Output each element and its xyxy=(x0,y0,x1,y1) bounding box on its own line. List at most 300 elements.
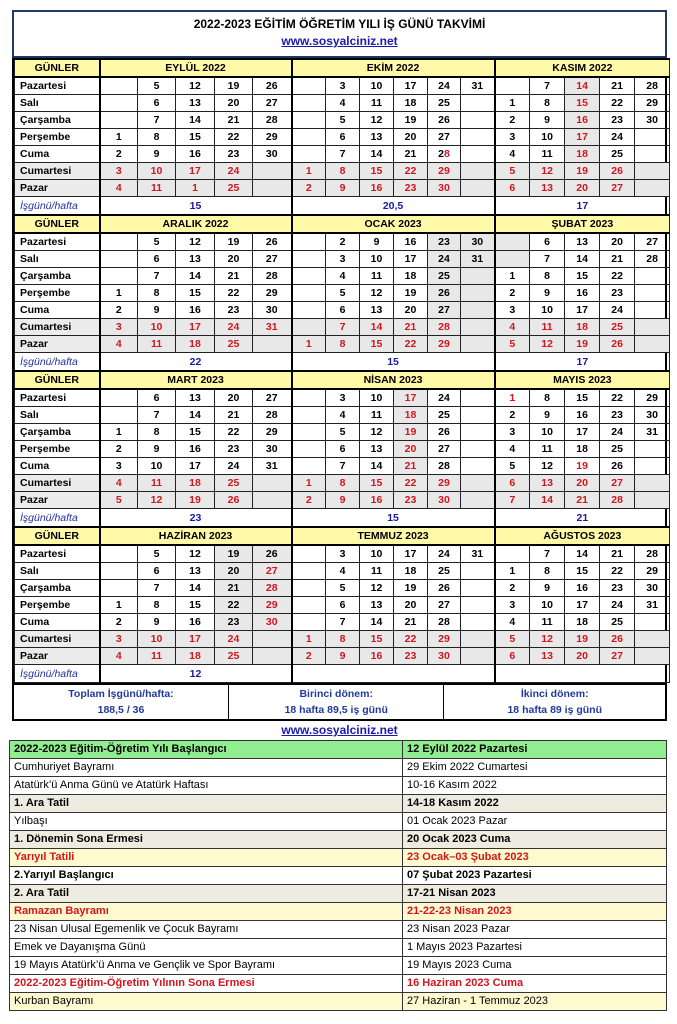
day-cell: 12 xyxy=(530,631,565,648)
day-cell: 28 xyxy=(253,580,292,597)
day-cell: 18 xyxy=(565,146,600,163)
day-cell: 24 xyxy=(600,597,635,614)
day-cell: 19 xyxy=(394,580,428,597)
day-cell: 14 xyxy=(176,407,215,424)
event-name: Kurban Bayramı xyxy=(10,993,403,1011)
day-cell: 6 xyxy=(138,251,176,268)
day-cell: 8 xyxy=(138,129,176,146)
day-cell: 5 xyxy=(100,492,138,509)
day-cell xyxy=(635,146,670,163)
day-label: Pazartesi xyxy=(15,545,100,563)
day-cell: 15 xyxy=(176,424,215,441)
event-date: 16 Haziran 2023 Cuma xyxy=(403,975,667,993)
day-cell: 23 xyxy=(600,285,635,302)
day-cell xyxy=(461,180,495,197)
day-cell: 23 xyxy=(428,233,461,251)
day-cell: 5 xyxy=(495,458,530,475)
day-cell: 7 xyxy=(138,112,176,129)
day-cell xyxy=(100,112,138,129)
event-row xyxy=(10,849,667,867)
day-cell: 12 xyxy=(360,580,394,597)
day-cell: 3 xyxy=(495,424,530,441)
event-date: 23 Ocak–03 Şubat 2023 xyxy=(403,849,667,867)
day-cell: 10 xyxy=(138,458,176,475)
day-cell: 5 xyxy=(495,163,530,180)
day-label: Çarşamba xyxy=(15,424,100,441)
day-cell: 11 xyxy=(360,95,394,112)
event-date: 19 Mayıs 2023 Cuma xyxy=(403,957,667,975)
calendar-page xyxy=(12,10,667,1011)
day-cell xyxy=(292,407,326,424)
day-cell: 23 xyxy=(600,112,635,129)
day-cell xyxy=(495,545,530,563)
footer-link-row xyxy=(12,723,667,737)
day-cell: 2 xyxy=(326,233,360,251)
day-cell: 27 xyxy=(253,389,292,407)
day-cell: 8 xyxy=(138,285,176,302)
day-cell: 6 xyxy=(326,597,360,614)
day-cell: 21 xyxy=(394,458,428,475)
day-cell: 9 xyxy=(326,492,360,509)
day-cell: 3 xyxy=(100,631,138,648)
event-row xyxy=(10,831,667,849)
event-row xyxy=(10,903,667,921)
day-cell xyxy=(100,407,138,424)
day-cell: 5 xyxy=(138,233,176,251)
day-cell xyxy=(100,563,138,580)
weekly-total-row xyxy=(15,665,670,683)
day-cell: 10 xyxy=(360,77,394,95)
day-cell: 7 xyxy=(530,77,565,95)
day-cell xyxy=(461,631,495,648)
day-cell: 10 xyxy=(360,545,394,563)
day-cell: 21 xyxy=(215,580,253,597)
week-day-row xyxy=(15,475,670,492)
event-date: 23 Nisan 2023 Pazar xyxy=(403,921,667,939)
day-cell: 2 xyxy=(495,407,530,424)
day-label: Çarşamba xyxy=(15,268,100,285)
day-cell: 8 xyxy=(326,475,360,492)
day-cell: 20 xyxy=(394,302,428,319)
day-label: Cumartesi xyxy=(15,631,100,648)
day-cell xyxy=(292,251,326,268)
day-cell: 22 xyxy=(394,475,428,492)
day-cell xyxy=(635,492,670,509)
day-label: Pazar xyxy=(15,336,100,353)
day-cell: 17 xyxy=(394,77,428,95)
day-cell: 24 xyxy=(600,302,635,319)
month-header: TEMMUZ 2023 xyxy=(292,527,495,545)
day-cell xyxy=(292,112,326,129)
day-cell xyxy=(461,319,495,336)
day-cell: 22 xyxy=(600,95,635,112)
day-cell: 6 xyxy=(138,389,176,407)
day-cell: 1 xyxy=(100,597,138,614)
day-cell xyxy=(100,580,138,597)
day-cell: 27 xyxy=(635,233,670,251)
day-cell: 7 xyxy=(326,319,360,336)
day-cell: 4 xyxy=(326,268,360,285)
event-row xyxy=(10,795,667,813)
day-cell: 31 xyxy=(635,597,670,614)
day-cell: 23 xyxy=(394,180,428,197)
day-cell: 25 xyxy=(428,268,461,285)
day-cell: 26 xyxy=(428,285,461,302)
day-cell xyxy=(100,77,138,95)
day-cell: 17 xyxy=(565,302,600,319)
day-cell xyxy=(292,597,326,614)
week-day-row xyxy=(15,648,670,665)
day-cell: 13 xyxy=(530,180,565,197)
quarter-header-row xyxy=(15,59,670,77)
day-cell: 17 xyxy=(176,458,215,475)
day-cell xyxy=(635,268,670,285)
event-row xyxy=(10,957,667,975)
day-cell: 1 xyxy=(495,563,530,580)
day-label: Çarşamba xyxy=(15,112,100,129)
day-cell: 17 xyxy=(394,389,428,407)
day-cell: 31 xyxy=(461,545,495,563)
day-cell: 5 xyxy=(326,112,360,129)
day-cell xyxy=(461,597,495,614)
day-label: Cumartesi xyxy=(15,319,100,336)
event-name: 23 Nisan Ulusal Egemenlik ve Çocuk Bayramı xyxy=(10,921,403,939)
day-cell: 13 xyxy=(530,648,565,665)
day-cell: 27 xyxy=(253,95,292,112)
day-cell: 3 xyxy=(326,389,360,407)
week-day-row xyxy=(15,336,670,353)
month-total xyxy=(292,665,495,683)
day-cell: 23 xyxy=(215,146,253,163)
week-day-row xyxy=(15,563,670,580)
day-cell xyxy=(461,112,495,129)
week-day-row xyxy=(15,424,670,441)
event-date: 21-22-23 Nisan 2023 xyxy=(403,903,667,921)
day-cell xyxy=(292,614,326,631)
day-cell: 16 xyxy=(176,441,215,458)
day-cell: 14 xyxy=(176,268,215,285)
weekly-total-row xyxy=(15,353,670,372)
day-cell: 20 xyxy=(394,441,428,458)
day-cell: 1 xyxy=(495,389,530,407)
day-cell: 18 xyxy=(176,475,215,492)
day-cell xyxy=(461,129,495,146)
day-cell: 29 xyxy=(253,424,292,441)
day-cell: 10 xyxy=(138,163,176,180)
day-cell: 4 xyxy=(100,475,138,492)
week-day-row xyxy=(15,268,670,285)
day-cell: 9 xyxy=(530,407,565,424)
day-cell: 4 xyxy=(100,648,138,665)
day-cell: 3 xyxy=(100,163,138,180)
day-cell: 16 xyxy=(176,302,215,319)
day-cell: 8 xyxy=(530,268,565,285)
month-total: 15 xyxy=(100,197,292,216)
day-cell: 13 xyxy=(360,129,394,146)
day-label: Cumartesi xyxy=(15,163,100,180)
day-cell: 6 xyxy=(326,441,360,458)
day-cell: 28 xyxy=(635,545,670,563)
day-cell: 28 xyxy=(253,112,292,129)
day-cell: 21 xyxy=(565,492,600,509)
day-label: Cuma xyxy=(15,146,100,163)
day-cell: 7 xyxy=(530,545,565,563)
isgunu-label: İşgünü/hafta xyxy=(15,665,100,683)
event-date: 14-18 Kasım 2022 xyxy=(403,795,667,813)
day-cell xyxy=(253,492,292,509)
day-cell xyxy=(461,492,495,509)
day-cell xyxy=(495,233,530,251)
day-cell: 9 xyxy=(530,285,565,302)
day-cell: 14 xyxy=(565,545,600,563)
week-day-row xyxy=(15,180,670,197)
day-cell: 28 xyxy=(428,319,461,336)
day-cell: 21 xyxy=(600,77,635,95)
day-cell xyxy=(635,475,670,492)
month-total: 17 xyxy=(495,197,670,216)
quarter-header-row xyxy=(15,215,670,233)
week-day-row xyxy=(15,146,670,163)
day-cell xyxy=(461,407,495,424)
quarter-header-row xyxy=(15,527,670,545)
day-cell: 16 xyxy=(176,614,215,631)
day-cell: 1 xyxy=(292,631,326,648)
day-cell: 1 xyxy=(100,285,138,302)
event-name: Yılbaşı xyxy=(10,813,403,831)
day-cell: 29 xyxy=(428,336,461,353)
day-cell: 19 xyxy=(394,285,428,302)
day-cell: 14 xyxy=(360,146,394,163)
events-table xyxy=(9,740,667,1011)
day-cell: 13 xyxy=(176,251,215,268)
day-cell: 21 xyxy=(394,319,428,336)
event-row xyxy=(10,741,667,759)
day-cell: 26 xyxy=(253,77,292,95)
day-cell: 10 xyxy=(138,631,176,648)
month-header: MAYIS 2023 xyxy=(495,371,670,389)
day-cell xyxy=(100,251,138,268)
day-cell: 18 xyxy=(394,563,428,580)
day-cell: 22 xyxy=(600,268,635,285)
day-cell: 20 xyxy=(394,597,428,614)
day-cell: 26 xyxy=(253,545,292,563)
day-cell: 11 xyxy=(530,441,565,458)
day-cell xyxy=(461,648,495,665)
week-day-row xyxy=(15,545,670,563)
day-label: Salı xyxy=(15,407,100,424)
event-row xyxy=(10,885,667,903)
day-cell: 10 xyxy=(530,424,565,441)
day-cell: 7 xyxy=(138,268,176,285)
event-date: 20 Ocak 2023 Cuma xyxy=(403,831,667,849)
day-cell: 7 xyxy=(138,407,176,424)
day-cell: 19 xyxy=(215,233,253,251)
day-cell: 8 xyxy=(326,631,360,648)
day-cell: 11 xyxy=(138,180,176,197)
total-label: Toplam İşgünü/hafta: xyxy=(68,688,174,700)
day-cell: 29 xyxy=(428,163,461,180)
event-name: 1. Ara Tatil xyxy=(10,795,403,813)
day-cell: 30 xyxy=(253,302,292,319)
week-day-row xyxy=(15,580,670,597)
event-date: 29 Ekim 2022 Cumartesi xyxy=(403,759,667,777)
day-label: Cuma xyxy=(15,614,100,631)
day-cell: 6 xyxy=(495,475,530,492)
day-cell: 30 xyxy=(253,146,292,163)
event-row xyxy=(10,939,667,957)
month-total: 21 xyxy=(495,509,670,528)
day-cell xyxy=(461,163,495,180)
day-cell xyxy=(292,129,326,146)
day-cell: 23 xyxy=(394,648,428,665)
day-cell: 30 xyxy=(253,614,292,631)
day-cell: 23 xyxy=(600,407,635,424)
week-day-row xyxy=(15,163,670,180)
event-name: 2022-2023 Eğitim-Öğretim Yılı Başlangıcı xyxy=(10,741,403,759)
event-date: 12 Eylül 2022 Pazartesi xyxy=(403,741,667,759)
day-cell: 23 xyxy=(600,580,635,597)
day-cell: 18 xyxy=(565,441,600,458)
day-cell xyxy=(292,563,326,580)
day-cell: 13 xyxy=(530,475,565,492)
calendar-grid xyxy=(12,58,667,683)
day-cell xyxy=(461,146,495,163)
day-cell: 12 xyxy=(360,424,394,441)
day-cell: 14 xyxy=(360,614,394,631)
day-label: Pazar xyxy=(15,492,100,509)
day-cell xyxy=(253,163,292,180)
day-cell: 20 xyxy=(215,563,253,580)
day-cell: 11 xyxy=(138,336,176,353)
day-cell xyxy=(292,319,326,336)
event-name: 2022-2023 Eğitim-Öğretim Yılının Sona Ermesi xyxy=(10,975,403,993)
day-cell: 15 xyxy=(565,389,600,407)
day-cell xyxy=(100,389,138,407)
weekly-total-row xyxy=(15,197,670,216)
day-cell: 14 xyxy=(360,319,394,336)
event-date: 07 Şubat 2023 Pazartesi xyxy=(403,867,667,885)
day-cell: 16 xyxy=(360,492,394,509)
day-cell: 16 xyxy=(360,180,394,197)
day-cell: 25 xyxy=(600,319,635,336)
week-day-row xyxy=(15,285,670,302)
day-cell: 25 xyxy=(428,407,461,424)
day-label: Pazar xyxy=(15,648,100,665)
day-label: Pazartesi xyxy=(15,233,100,251)
day-cell: 22 xyxy=(394,336,428,353)
day-cell xyxy=(292,545,326,563)
event-name: Emek ve Dayanışma Günü xyxy=(10,939,403,957)
day-cell: 16 xyxy=(565,112,600,129)
day-cell: 30 xyxy=(428,492,461,509)
month-header: ARALIK 2022 xyxy=(100,215,292,233)
week-day-row xyxy=(15,251,670,268)
site-link[interactable]: www.sosyalciniz.net xyxy=(281,34,398,48)
second-term-value: 18 hafta 89 iş günü xyxy=(507,704,602,716)
event-name: Cumhuriyet Bayramı xyxy=(10,759,403,777)
day-cell: 14 xyxy=(565,77,600,95)
day-cell: 5 xyxy=(326,424,360,441)
day-label: Cuma xyxy=(15,302,100,319)
day-cell xyxy=(495,77,530,95)
day-cell: 22 xyxy=(215,129,253,146)
day-cell: 6 xyxy=(138,95,176,112)
day-label: Cuma xyxy=(15,458,100,475)
day-cell: 17 xyxy=(394,251,428,268)
footer-link[interactable]: www.sosyalciniz.net xyxy=(281,723,398,737)
event-row xyxy=(10,867,667,885)
day-cell: 4 xyxy=(495,441,530,458)
day-cell: 24 xyxy=(215,631,253,648)
day-cell xyxy=(292,146,326,163)
day-cell: 30 xyxy=(428,648,461,665)
day-cell: 4 xyxy=(495,614,530,631)
day-cell: 24 xyxy=(428,389,461,407)
day-cell: 18 xyxy=(176,648,215,665)
day-cell: 30 xyxy=(428,180,461,197)
day-cell: 24 xyxy=(428,251,461,268)
day-cell: 13 xyxy=(176,95,215,112)
day-cell: 26 xyxy=(428,112,461,129)
day-cell: 10 xyxy=(530,129,565,146)
day-cell: 24 xyxy=(600,424,635,441)
day-cell: 17 xyxy=(176,163,215,180)
day-cell: 27 xyxy=(428,441,461,458)
month-header: AĞUSTOS 2023 xyxy=(495,527,670,545)
day-cell xyxy=(635,302,670,319)
day-cell: 17 xyxy=(565,129,600,146)
day-label: Perşembe xyxy=(15,597,100,614)
day-cell: 8 xyxy=(530,389,565,407)
gunler-header: GÜNLER xyxy=(15,527,100,545)
day-cell: 21 xyxy=(215,112,253,129)
day-cell: 22 xyxy=(600,389,635,407)
day-cell xyxy=(461,389,495,407)
week-day-row xyxy=(15,631,670,648)
day-cell: 1 xyxy=(176,180,215,197)
day-cell xyxy=(292,580,326,597)
day-cell xyxy=(461,285,495,302)
month-header: KASIM 2022 xyxy=(495,59,670,77)
day-cell: 2 xyxy=(100,441,138,458)
day-cell: 8 xyxy=(326,336,360,353)
month-header: EKİM 2022 xyxy=(292,59,495,77)
day-cell: 22 xyxy=(394,163,428,180)
week-day-row xyxy=(15,77,670,95)
day-cell: 28 xyxy=(253,407,292,424)
day-cell: 12 xyxy=(360,112,394,129)
day-cell: 20 xyxy=(215,389,253,407)
day-cell: 19 xyxy=(565,458,600,475)
day-cell: 24 xyxy=(215,319,253,336)
day-cell xyxy=(461,614,495,631)
second-term-label: İkinci dönem: xyxy=(520,688,589,700)
day-cell xyxy=(461,441,495,458)
day-label: Salı xyxy=(15,563,100,580)
day-cell: 15 xyxy=(360,475,394,492)
day-cell: 1 xyxy=(292,336,326,353)
day-cell: 19 xyxy=(215,77,253,95)
day-cell: 20 xyxy=(565,648,600,665)
day-cell: 15 xyxy=(176,597,215,614)
day-cell xyxy=(253,648,292,665)
month-total: 17 xyxy=(495,353,670,372)
week-day-row xyxy=(15,302,670,319)
day-cell: 2 xyxy=(292,180,326,197)
day-cell xyxy=(292,285,326,302)
day-cell: 16 xyxy=(360,648,394,665)
day-cell xyxy=(461,302,495,319)
